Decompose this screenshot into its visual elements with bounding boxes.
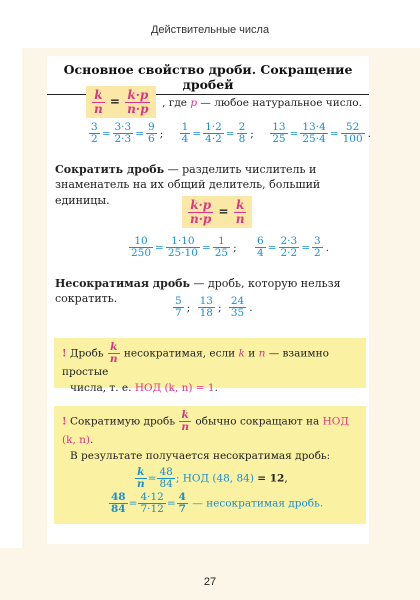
gcd-expression: НОД (k, n) = 1 <box>134 381 215 394</box>
examples-row-2 <box>128 236 331 259</box>
fraction-k-over-n: $\frac{k}{n}$ <box>109 341 118 366</box>
examples-row-3: $\frac{5}{7}$ ; $\frac{13}{18}$ ; $\frac{24}{35}$ . <box>175 295 253 320</box>
section-title: Основное свойство дроби. Сокращение дробей <box>47 62 369 95</box>
property-suffix: , где p — любое натуральное число. <box>162 96 362 109</box>
example-2: $\frac{1}{4}$ = $\frac{1\cdot 2}{4\cdot 2}$ = $\frac{2}{8}$ ; <box>181 121 254 146</box>
note-mark: ! <box>62 415 67 428</box>
note-irreducible: ! Дробь $\frac{k}{n}$ несократимая, если k и n — взаимно простые числа, т. е. НОД (k, n) = 1. <box>54 338 366 388</box>
gcd-expression: НОД (k, n) <box>62 415 349 447</box>
note-mark: ! <box>62 347 67 360</box>
example-4: $\frac{10}{250}$ = $\frac{1\cdot 10}{25\cdot 10}$ = $\frac{1}{25}$ ; <box>131 235 237 260</box>
page-frame-bottom <box>0 548 420 600</box>
note-reducible: ! Сократимую дробь $\frac{k}{n}$ обычно сокращают на НОД (k, n). В результате получается несократимая дробь: $\frac{k}{n}$ = $\frac{48}{84}$ ; НОД (48, 84) = 12, $\frac{48}{84}$ = $\frac{4\cdot 12}{7\cdot 12}$ = $\frac{4}{7}$ — несократимая дробь. <box>54 406 366 524</box>
fraction-k-over-n: $\frac{k}{n}$ <box>181 409 190 434</box>
example-3: $\frac{13}{25}$ = $\frac{13\cdot 4}{25\cdot 4}$ = $\frac{52}{100}$ . <box>272 121 371 146</box>
irreducible-term: Несократимая дробь <box>55 277 190 290</box>
result-line-1: $\frac{k}{n}$ = $\frac{48}{84}$ ; НОД (48, 84) = 12, <box>137 465 288 490</box>
reduce-term: Сократить дробь <box>55 163 165 176</box>
page-frame-right <box>386 48 420 600</box>
property-formula: $\frac{k}{n}$ = $\frac{k\cdot p}{n\cdot p}$ <box>86 86 156 118</box>
denominator: n <box>94 101 103 116</box>
result-text: В результате получается несократимая дробь: <box>70 449 331 462</box>
numerator: k <box>94 88 103 102</box>
fraction-k-over-n <box>92 89 105 115</box>
irreducible-text: — дробь, которую нельзя сократить. <box>55 277 341 306</box>
denominator: n·p <box>127 101 149 116</box>
numerator: k·p <box>127 88 149 102</box>
fraction-kp-over-np <box>125 89 150 115</box>
running-title: Действительные числа <box>150 24 270 36</box>
reduce-formula: $\frac{k\cdot p}{n\cdot p}$ = $\frac{k}{n}$ <box>182 196 252 228</box>
reduce-formula-row <box>182 196 252 228</box>
reduce-text: — разделить числитель и знаменатель на их общий делитель, больший единицы. <box>55 163 321 207</box>
result-line-2: $\frac{48}{84}$ = $\frac{4\cdot 12}{7\cdot 12}$ = $\frac{4}{7}$ — несократимая дробь. <box>111 490 324 515</box>
example-5: $\frac{6}{4}$ = $\frac{2\cdot 3}{2\cdot 2}$ = $\frac{3}{2}$ . <box>257 235 330 260</box>
examples-row-1 <box>88 122 373 145</box>
property-formula-row <box>86 86 362 118</box>
example-1: $\frac{3}{2}$ = $\frac{3\cdot 3}{2\cdot 3}$ = $\frac{9}{6}$ ; <box>91 121 164 146</box>
page-number: 27 <box>203 576 217 588</box>
